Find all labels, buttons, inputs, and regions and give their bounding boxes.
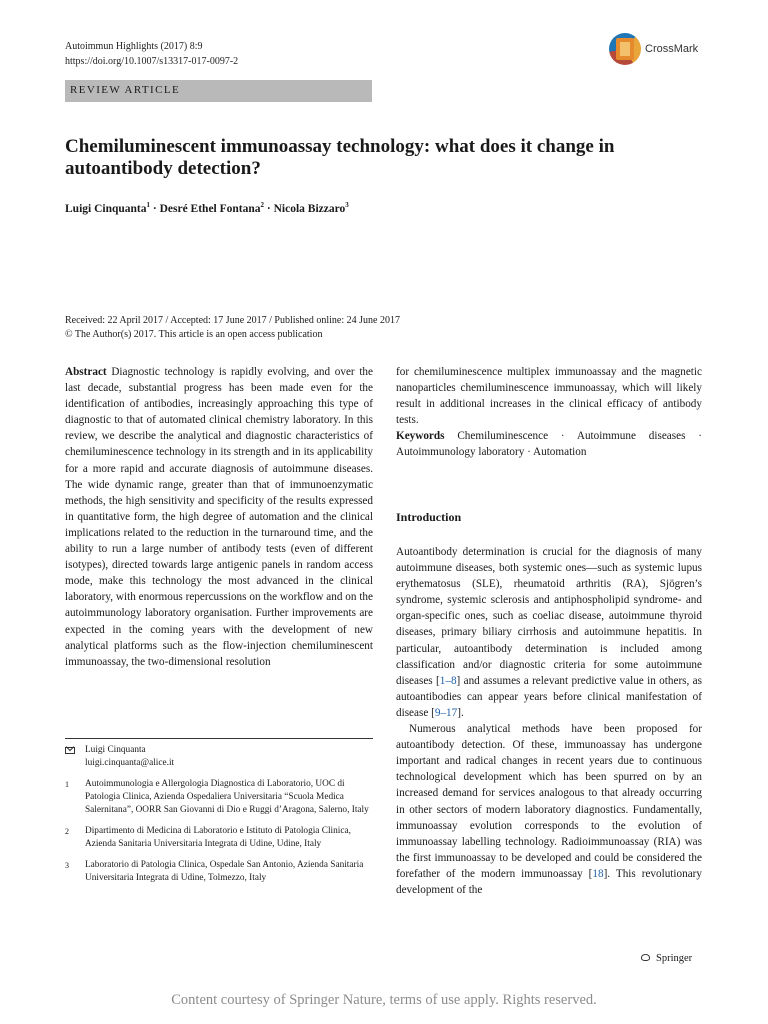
keywords-label: Keywords [396,430,445,443]
affiliation-text: Dipartimento di Medicina di Laboratorio e Istituto di Patologia Clinica, Azienda Sanitaria Universitaria Integrata di Udine, Udine, Italy [85,826,351,849]
author-affiliation-mark: 1 [146,201,150,209]
article-type-banner [65,80,372,102]
abstract-continuation-block [396,364,702,461]
doi-link[interactable]: https://doi.org/10.1007/s13317-017-0097-2 [65,56,239,67]
author-separator: · [150,202,160,215]
publisher-name: Springer [656,952,693,964]
affiliation-note [65,825,373,851]
springer-horse-icon [640,952,652,964]
crossmark-icon [609,33,641,65]
dates-line: Received: 22 April 2017 / Accepted: 17 June 2017 / Published online: 24 June 2017 [65,315,400,326]
author-affiliation-mark: 2 [260,201,265,209]
citation-link[interactable]: 9–17 [434,706,458,719]
introduction-body [396,544,702,898]
affiliation-note [65,859,373,885]
article-title: Chemiluminescent immunoassay technology: what does it change in autoantibody detection? [65,136,615,179]
citation-link[interactable]: 1–8 [439,674,457,687]
courtesy-notice: Content courtesy of Springer Nature, terms of use apply. Rights reserved. [171,992,597,1008]
crossmark-label: CrossMark [645,43,699,55]
article-type-label: REVIEW ARTICLE [70,84,181,96]
abstract-text: Diagnostic technology is rapidly evolving, and over the last decade, substantial progress has been made even for the identification of antibodies, increasingly approaching this type of diagnostic to that of automated clinical chemistry laboratory. In this review, we describe the analytical and diagnostic characteristics of chemiluminescence technology in its strength and in its applicability for a more rapid and accurate diagnosis of autoimmune diseases. The wide dynamic range, greater than that of immunoenzymatic methods, the high sensitivity and specificity of the results expressed in quantitative form, the high degree of automation and the clinical implications related to the reduction in the turnaround time, and the ability to run a large number of antibody tests (even of different isotypes), directed towards large antigenic panels in random access mode, make this technology the most advanced in the clinical laboratory, with enormous repercussions on the workflow and on the autoimmunology laboratory organisation. Further improvements are expected in the coming years with the development of new analytical platforms such as the flow-injection chemiluminescent immunoassay, the two-dimensional resolution [65,366,373,668]
citation-link[interactable]: 18 [592,867,604,880]
affiliation-text: Autoimmunologia e Allergologia Diagnostica di Laboratorio, UOC di Patologia Clinica, Azienda Ospedaliera Universitaria “Scuola Medica Salernitana”, OORR San Giovanni di Dio e Ruggi d’Aragona, Salerno, Italy [85,779,369,815]
author-name[interactable]: Luigi Cinquanta [65,202,147,215]
contact-name: Luigi Cinquanta [85,745,146,755]
intro-paragraph: Numerous analytical methods have been proposed for autoantibody detection. Of these, immunoassay has undergone important and radical changes in recent years due to continuous technological development which has been spurred on by an increased demand for services analogous to that already occurring in other sectors of modern laboratory diagnostics. Fundamentally, immunoassay evolution corresponds to the evolution of immunoassay labelling technology. Radioimmunoassay (RIA) was the first immunoassay to be developed and could be considered the forefather of the modern immunoassay [18]. This revolutionary development of the [396,723,702,896]
affiliation-number: 3 [65,861,69,870]
envelope-icon [65,744,85,770]
author-affiliation-mark: 3 [345,201,349,209]
correspondence-note [65,744,373,770]
keywords [396,428,702,460]
introduction-heading: Introduction [396,510,462,524]
footnote-divider [65,738,373,739]
affiliation-note [65,778,373,817]
author-separator: · [264,202,274,215]
abstract-continuation: for chemiluminescence multiplex immunoassay and the magnetic nanoparticles chemiluminescence immunoassay, which will likely result in additional increases in the clinical efficacy of antibody tests. [396,366,702,427]
journal-reference: Autoimmun Highlights (2017) 8:9 [65,41,203,52]
abstract-label: Abstract [65,366,107,378]
author-list [65,201,349,215]
author-name[interactable]: Nicola Bizzaro [273,202,346,215]
abstract-block [65,364,373,670]
intro-paragraph: Autoantibody determination is crucial for the diagnosis of many autoimmune diseases, both systemic ones—such as systemic lupus erythematosus (SLE), rheumatoid arthritis (RA), Sjögren’s syndrome, systemic sclerosis and antiphospholipid syndrome- and organ-specific ones, such as coeliac disease, autoimmune thyroid diseases, primary biliary cirrhosis and autoimmune hepatitis. In particular, autoantibody determination is included among classification and/or diagnostic criteria for some autoimmune diseases [1–8] and assumes a relevant predictive value in others, as autoantibodies can appear years before clinical manifestation of disease [9–17]. [396,546,702,719]
contact-email[interactable]: luigi.cinquanta@alice.it [85,758,175,768]
crossmark-badge[interactable] [609,31,719,67]
publisher-logo [640,952,692,964]
publication-dates [65,314,400,342]
keywords-text: Chemiluminescence · Autoimmune diseases · Autoimmunology laboratory · Automation [396,430,703,459]
affiliation-text: Laboratorio di Patologia Clinica, Ospedale San Antonio, Azienda Sanitaria Universitaria Integrata di Udine, Tolmezzo, Italy [85,860,364,883]
author-name[interactable]: Desré Ethel Fontana [159,202,261,215]
license-line: © The Author(s) 2017. This article is an open access publication [65,329,323,340]
affiliation-number: 2 [65,827,69,836]
footnotes [65,744,373,893]
affiliation-number: 1 [65,780,69,789]
